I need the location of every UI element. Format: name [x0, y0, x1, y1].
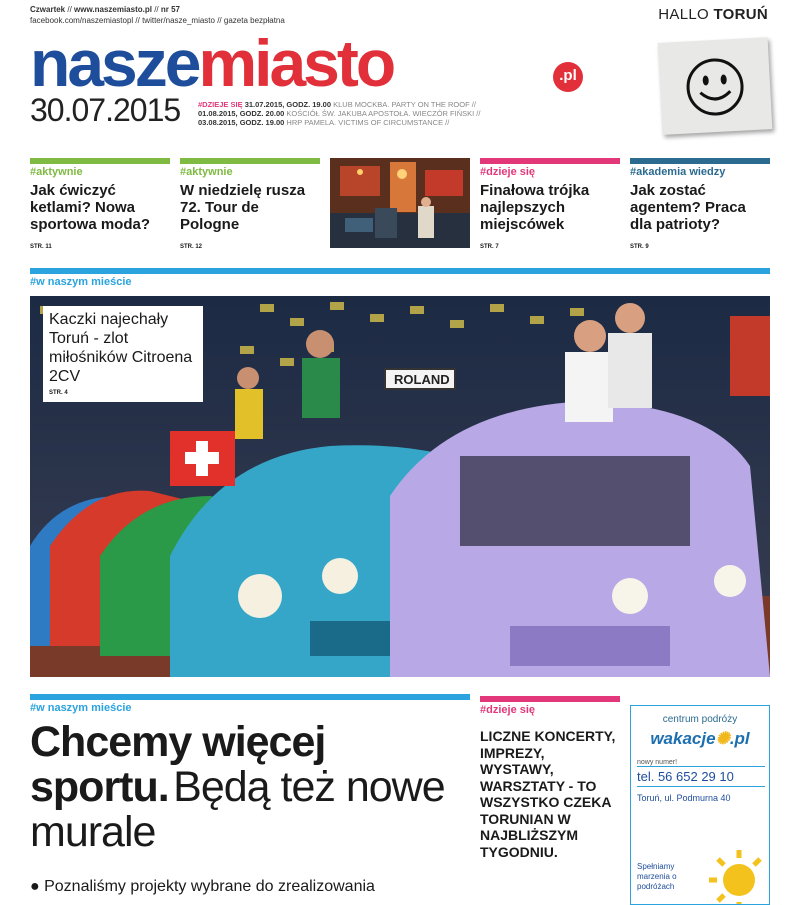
- teaser-card[interactable]: [30, 158, 170, 254]
- site-url[interactable]: www.naszemiasto.pl: [74, 5, 152, 14]
- sidebar-story-headline[interactable]: LICZNE KONCERTY, IMPREZY, WYSTAWY, WARSZTATY - TO WSZYSTKO CZEKA TORUNIAN W NAJBLIŻSZYM TYGODNIU.: [480, 728, 616, 860]
- issue-number: nr 57: [160, 5, 180, 14]
- teaser-card[interactable]: [180, 158, 320, 254]
- events-label: #DZIEJE SIĘ: [198, 100, 243, 109]
- free-paper-label: gazeta bezpłatna: [223, 16, 285, 25]
- sidebar-story[interactable]: [480, 696, 620, 860]
- teaser-tag: #aktywnie: [30, 166, 83, 178]
- ad-address: Toruń, ul. Podmurna 40: [637, 793, 731, 803]
- teaser-card[interactable]: [630, 158, 770, 254]
- teaser-headline[interactable]: Jak ćwiczyć ketlami? Nowa sportowa moda?: [30, 182, 151, 233]
- ad-slogan: Spełniamy marzenia o podróżach: [637, 862, 677, 891]
- hallo-label: HALLO: [658, 6, 709, 23]
- feature-caption-text[interactable]: Kaczki najechały Toruń - zlot miłośników Citroena 2CV: [49, 311, 193, 385]
- day: Czwartek: [30, 5, 66, 14]
- event-text: KOŚCIÓŁ ŚW. JAKUBA APOSTOŁA. WIECZÓR FIŃSKI //: [286, 109, 481, 118]
- feature-tag: #w naszym mieście: [30, 276, 132, 288]
- ad-brand-name: wakacje: [650, 729, 716, 748]
- event-date: 03.08.2015, GODZ. 19.00: [198, 118, 285, 127]
- event-date: 01.08.2015, GODZ. 20.00: [198, 109, 285, 118]
- teaser-page: STR. 9: [630, 244, 649, 250]
- main-story-divider: [30, 694, 470, 700]
- ad-brand: [631, 729, 769, 749]
- main-story-lead: ● Poznaliśmy projekty wybrane do zrealizowania: [30, 878, 375, 895]
- teaser-tag: #akademia wiedzy: [630, 166, 726, 178]
- sidebar-story-tag: #dzieje się: [480, 704, 536, 716]
- events-list: [198, 100, 498, 127]
- teaser-tag: #aktywnie: [180, 166, 233, 178]
- event-text: KLUB MOCKBA. PARTY ON THE ROOF //: [333, 100, 476, 109]
- event-date: 31.07.2015, GODZ. 19.00: [244, 100, 332, 109]
- teaser-headline[interactable]: W niedzielę rusza 72. Tour de Pologne: [180, 182, 306, 233]
- main-story-tag: #w naszym mieście: [30, 702, 132, 714]
- logo[interactable]: [30, 26, 394, 100]
- masthead-meta: Czwartek // www.naszemiasto.pl // nr 57 facebook.com/naszemiastopl // twitter/nasze_miasto // gazeta bezpłatna: [30, 5, 285, 25]
- ad-phone[interactable]: tel. 56 652 29 10: [637, 769, 734, 784]
- teaser-page: STR. 11: [30, 244, 52, 250]
- teaser-page: STR. 7: [480, 244, 499, 250]
- logo-pl-badge: .pl: [553, 62, 583, 92]
- ad-top-text: centrum podróży: [662, 714, 738, 725]
- feature-page: STR. 4: [49, 390, 68, 396]
- teaser-page: STR. 12: [180, 244, 203, 250]
- advert-wakacje[interactable]: [630, 705, 770, 905]
- teaser-headline[interactable]: Finałowa trójka najlepszych miejscówek: [480, 182, 590, 233]
- main-story-headline[interactable]: [30, 720, 450, 855]
- smiley-sticky-note: [658, 37, 773, 135]
- ad-brand-pl: .pl: [729, 729, 750, 748]
- teaser-headline[interactable]: Jak zostać agentem? Praca dla patrioty?: [630, 182, 746, 233]
- pub-thumbnail-photo[interactable]: [330, 158, 470, 248]
- smiley-icon: [682, 54, 747, 119]
- logo-part-1: nasze: [30, 26, 199, 100]
- facebook-link[interactable]: facebook.com/naszemiastopl: [30, 16, 134, 25]
- section-divider: [30, 268, 770, 274]
- hallo-city: [658, 6, 768, 23]
- teaser-tag: #dzieje się: [480, 166, 536, 178]
- sun-logo-icon: [705, 846, 765, 905]
- sun-icon: ✺: [715, 729, 730, 748]
- twitter-link[interactable]: twitter/nasze_miasto: [142, 16, 215, 25]
- teaser-card[interactable]: [480, 158, 620, 254]
- ad-new-number: nowy numer!: [637, 759, 678, 766]
- feature-caption[interactable]: [43, 306, 203, 402]
- city-name: TORUŃ: [713, 6, 768, 23]
- issue-date: 30.07.2015: [30, 92, 181, 128]
- event-text: HRP PAMELA. VICTIMS OF CIRCUMSTANCE //: [286, 118, 450, 127]
- headline-bold[interactable]: Chcemy więcej sportu.: [30, 718, 326, 811]
- headline-regular[interactable]: Będą też nowe murale: [30, 763, 445, 856]
- logo-part-2: miasto: [198, 26, 394, 100]
- lead-text: Poznaliśmy projekty wybrane do zrealizowania: [44, 878, 375, 895]
- car-plate-text: ROLAND: [394, 372, 450, 387]
